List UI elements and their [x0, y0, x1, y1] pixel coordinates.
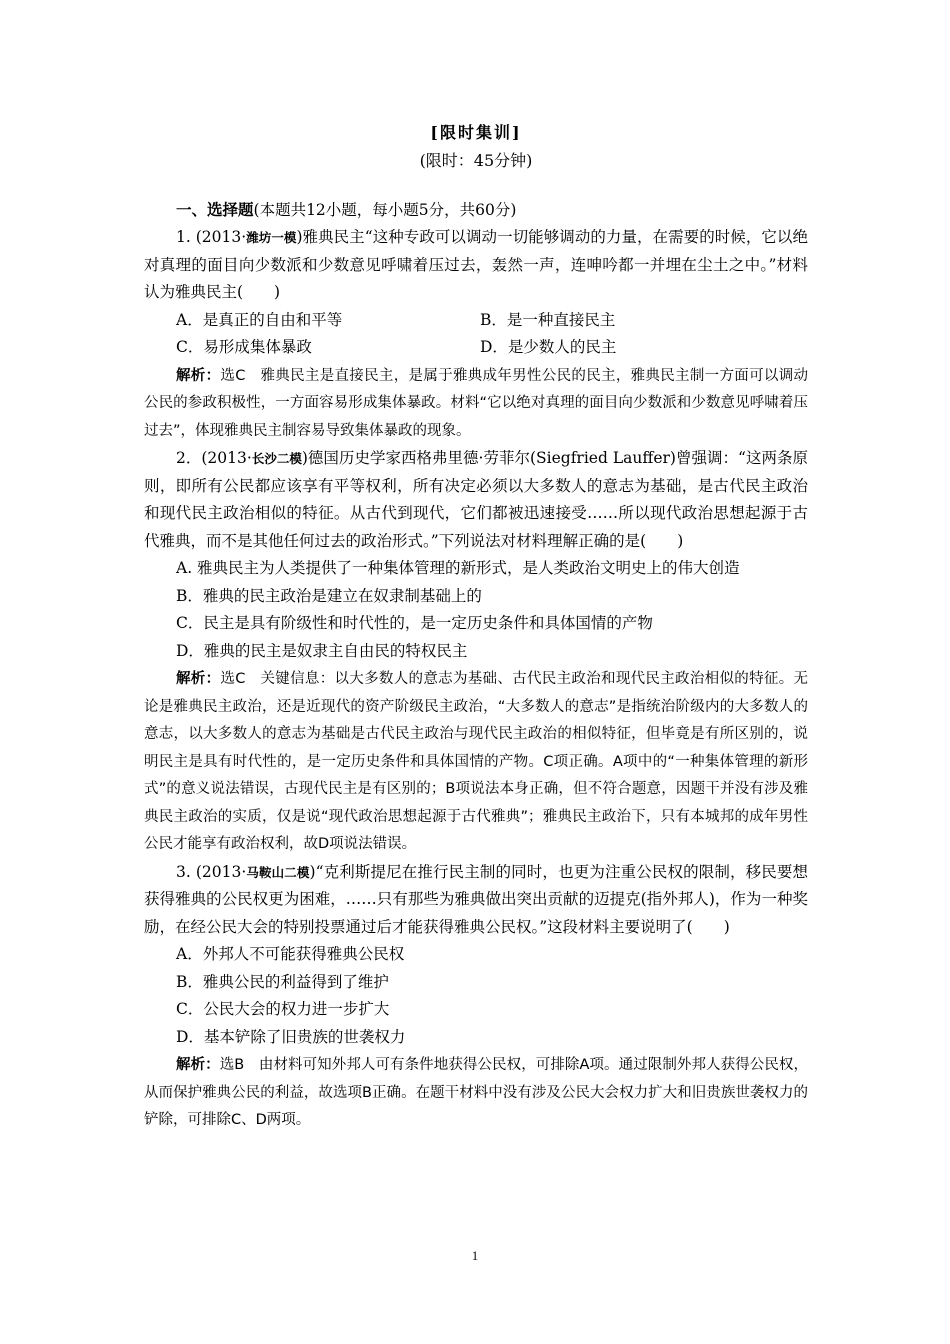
question-number: 3. (2013· — [176, 862, 247, 881]
question-number: 1. (2013· — [176, 228, 247, 246]
question-text: )雅典民主“这种专政可以调动一切能够调动的力量，在需要的时候，它以绝对真理的面目向少数派和少数意见呼啸着压过去，轰然一声，连呻吟都一并埋在尘土之中。”材料认为雅典民主( ) — [144, 228, 808, 301]
option-d: D．基本铲除了旧贵族的世袭权力 — [176, 1027, 406, 1046]
option-b: B．是一种直接民主 — [480, 310, 616, 329]
option-d: D．是少数人的民主 — [480, 338, 617, 356]
question-text: )德国历史学家西格弗里德·劳菲尔(Siegfried Lauffer)曾强调：“这两条原则，即所有公民都应该享有平等权利，所有决定必须以大多数人的意志为基础，是古代民主政治和现代民主政治相似的特征。从古代到现代，它们都被迅速接受……所以现代政治思想起源于古代雅典，而不是其他任何过去的政治形式。”下列说法对材料理解正确的是( ) — [144, 449, 808, 550]
analysis-text: 选C 雅典民主是直接民主，是属于雅典成年男性公民的民主，雅典民主制一方面可以调动公民的参政积极性，一方面容易形成集体暴政。材料“它以绝对真理的面目向少数派和少数意见呼啸着压过去”，体现雅典民主制容易导致集体暴政的现象。 — [144, 367, 808, 439]
option-d: D．雅典的民主是奴隶主自由民的特权民主 — [176, 641, 468, 660]
analysis-label: 解析： — [176, 366, 221, 384]
time-limit: (限时：45分钟) — [419, 151, 533, 170]
analysis-text: 选B 由材料可知外邦人可有条件地获得公民权，可排除A项。通过限制外邦人获得公民权，从而保护雅典公民的利益，故选项B正确。在题干材料中没有涉及公民大会权力扩大和旧贵族世袭权力的铲除，可排除C、D两项。 — [144, 1057, 808, 1128]
question-2 — [144, 445, 808, 859]
options-grid — [144, 307, 808, 362]
question-source: 长沙二模 — [251, 451, 302, 466]
question-stem — [144, 224, 808, 307]
section-note: (本题共12小题，每小题5分，共60分) — [253, 201, 517, 219]
question-1 — [144, 224, 808, 445]
question-number: 2．(2013· — [176, 449, 252, 467]
section-label: 一、选择题 — [176, 200, 254, 219]
analysis — [144, 362, 808, 446]
analysis-text: 选C 关键信息：以大多数人的意志为基础、古代民主政治和现代民主政治相似的特征。无论是雅典民主政治，还是近现代的资产阶级民主政治，“大多数人的意志”是指统治阶级内的大多数人的意志，以大多数人的意志为基础是古代民主政治与现代民主政治的相似特征，但毕竟是有所区别的，说明民主是具有时代性的，是一定历史条件和具体国情的产物。C项正确。A项中的“一种集体管理的新形式”的意义说法错误，古现代民主是有区别的；B项说法本身正确，但不符合题意，因题干并没有涉及雅典民主政治的实质，仅是说“现代政治思想起源于古代雅典”；雅典民主政治下，只有本城邦的成年男性公民才能享有政治权利，故D项说法错误。 — [144, 671, 808, 852]
option-b: B．雅典公民的利益得到了维护 — [176, 972, 389, 991]
question-stem — [144, 445, 808, 555]
option-c: C．民主是具有阶级性和时代性的，是一定历史条件和具体国情的产物 — [176, 614, 653, 632]
option-c: C．公民大会的权力进一步扩大 — [176, 1000, 390, 1018]
question-text: )“克利斯提尼在推行民主制的同时，也更为注重公民权的限制，移民要想获得雅典的公民权更为困难，……只有那些为雅典做出突出贡献的迈提克(指外邦人)，作为一种奖励，在经公民大会的特别投票通过后才能获得雅典公民权。”这段材料主要说明了( ) — [144, 862, 808, 936]
option-c: C．易形成集体暴政 — [176, 338, 312, 356]
analysis-label: 解析： — [176, 670, 221, 687]
option-b: B．雅典的民主政治是建立在奴隶制基础上的 — [176, 586, 482, 605]
option-a: A．外邦人不可能获得雅典公民权 — [176, 945, 405, 963]
page-number: 1 — [471, 1249, 479, 1263]
analysis-label: 解析： — [176, 1056, 220, 1073]
question-stem — [144, 859, 808, 942]
question-source: 马鞍山二模 — [246, 864, 310, 880]
option-a: A．是真正的自由和平等 — [176, 310, 343, 329]
page-title: [限时集训] — [430, 123, 522, 142]
question-source: 潍坊一模 — [246, 230, 297, 245]
question-3 — [144, 859, 808, 1135]
analysis — [144, 665, 808, 859]
option-a: A. 雅典民主为人类提供了一种集体管理的新形式，是人类政治文明史上的伟大创造 — [176, 559, 740, 577]
analysis — [144, 1051, 808, 1135]
section-heading — [144, 196, 808, 224]
document-page — [144, 118, 808, 1135]
